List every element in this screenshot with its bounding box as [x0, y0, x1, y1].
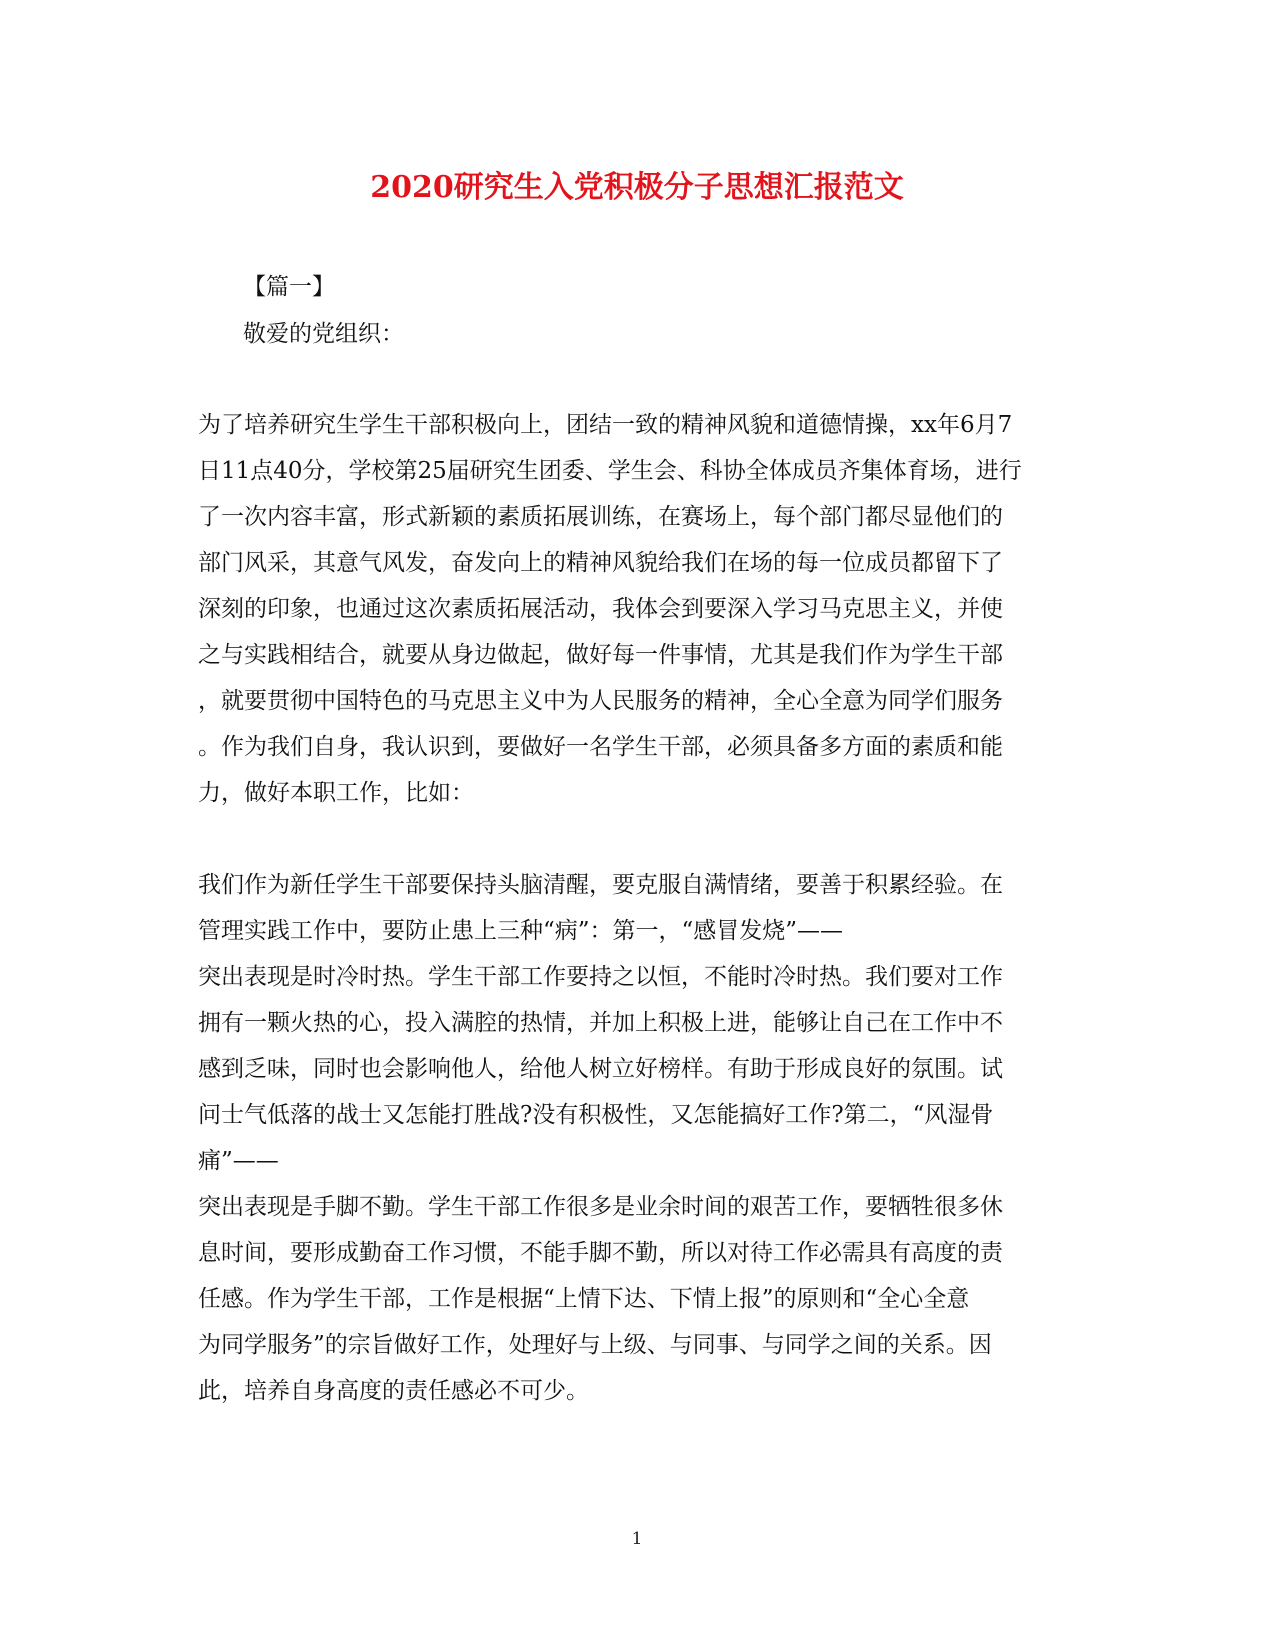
paragraph-1-line: 部门风采，其意气风发，奋发向上的精神风貌给我们在场的每一位成员都留下了 [198, 550, 1003, 576]
paragraph-1-line: 深刻的印象，也通过这次素质拓展活动，我体会到要深入学习马克思主义，并使 [198, 596, 1003, 622]
paragraph-2-line: 我们作为新任学生干部要保持头脑清醒，要克服自满情绪，要善于积累经验。在 [198, 872, 1003, 898]
paragraph-1-line: ，就要贯彻中国特色的马克思主义中为人民服务的精神，全心全意为同学们服务 [198, 688, 1003, 714]
document-title: 2020研究生入党积极分子思想汇报范文 [370, 170, 904, 205]
paragraph-2-line: 管理实践工作中，要防止患上三种“病”：第一，“感冒发烧”—— [198, 918, 844, 944]
section-label: 【篇一】 [243, 274, 335, 300]
paragraph-2-line: 拥有一颗火热的心，投入满腔的热情，并加上积极上进，能够让自己在工作中不 [198, 1010, 1003, 1036]
paragraph-1-line: 。作为我们自身，我认识到，要做好一名学生干部，必须具备多方面的素质和能 [198, 734, 1003, 760]
paragraph-2-line: 为同学服务”的宗旨做好工作，处理好与上级、与同事、与同学之间的关系。因 [198, 1332, 992, 1358]
page-number: 1 [631, 1529, 643, 1549]
paragraph-2-line: 任感。作为学生干部，工作是根据“上情下达、下情上报”的原则和“全心全意 [198, 1286, 970, 1312]
paragraph-1-line: 之与实践相结合，就要从身边做起，做好每一件事情，尤其是我们作为学生干部 [198, 642, 1003, 668]
paragraph-2-line: 息时间，要形成勤奋工作习惯，不能手脚不勤，所以对待工作必需具有高度的责 [198, 1240, 1003, 1266]
paragraph-1-line: 力，做好本职工作，比如： [198, 780, 474, 806]
paragraph-2-line: 感到乏味，同时也会影响他人，给他人树立好榜样。有助于形成良好的氛围。试 [198, 1056, 1003, 1082]
paragraph-2-line: 此，培养自身高度的责任感必不可少。 [198, 1378, 589, 1404]
paragraph-2-line: 突出表现是手脚不勤。学生干部工作很多是业余时间的艰苦工作，要牺牲很多休 [198, 1194, 1003, 1220]
paragraph-2-line: 突出表现是时冷时热。学生干部工作要持之以恒，不能时冷时热。我们要对工作 [198, 964, 1003, 990]
paragraph-2-line: 问士气低落的战士又怎能打胜战?没有积极性，又怎能搞好工作?第二，“风湿骨 [198, 1102, 994, 1128]
paragraph-1-line: 为了培养研究生学生干部积极向上，团结一致的精神风貌和道德情操，xx年6月7 [198, 412, 1013, 438]
paragraph-2-line: 痛”—— [198, 1148, 279, 1174]
paragraph-1-line: 了一次内容丰富，形式新颖的素质拓展训练，在赛场上，每个部门都尽显他们的 [198, 504, 1003, 530]
paragraph-1-line: 日11点40分，学校第25届研究生团委、学生会、科协全体成员齐集体育场，进行 [198, 458, 1022, 484]
salutation: 敬爱的党组织： [243, 321, 404, 347]
